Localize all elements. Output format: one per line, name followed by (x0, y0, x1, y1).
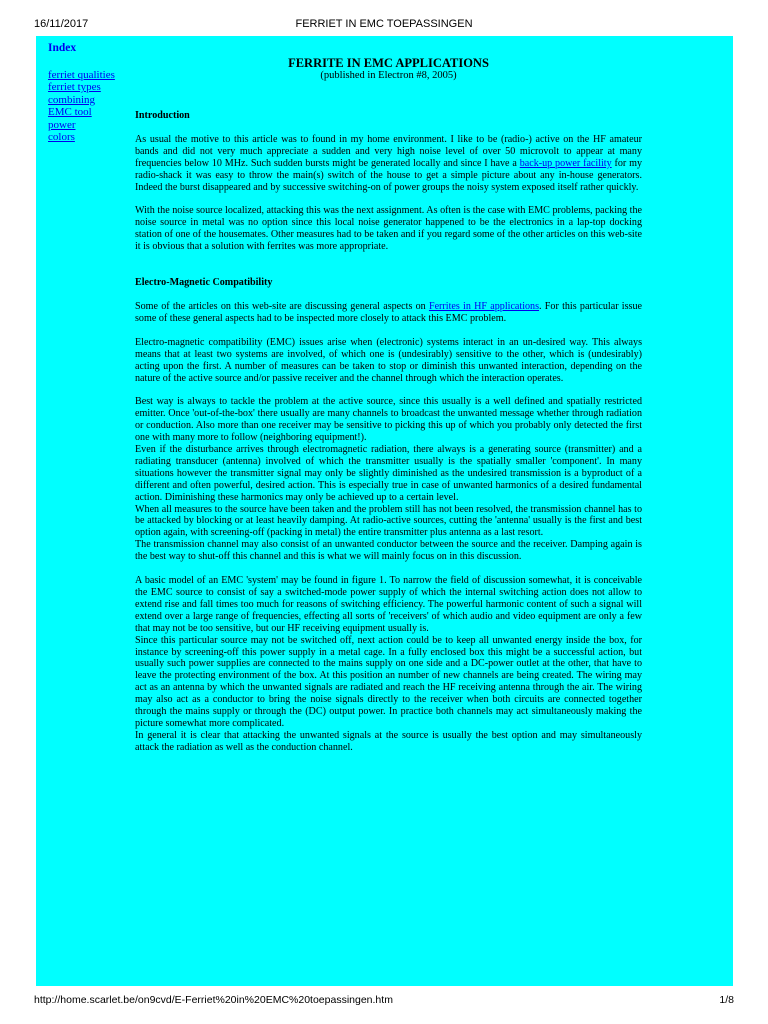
article-body (135, 56, 642, 754)
paragraph-text: for my radio-shack it was easy to throw the main(s) switch of the house to get a simple picture about any in-house generators. Indeed the burst disappeared and by successive switching-on of power groups the noisy system exposed itself rather quickly. (135, 157, 642, 193)
print-date: 16/11/2017 (34, 18, 89, 30)
print-page-number: 1/8 (719, 994, 734, 1006)
paragraph: When all measures to the source have been taken and the problem still has not been resolved, the transmission channel has to be attacked by blocking or at least heavily damping. At radio-active sources, cutting the 'antenna' usually is the first and best option again, with screening-off (packing in metal) the entire transmitter plus antenna as a last resort. (135, 503, 642, 539)
paragraph-text: As usual the motive to this article was to found in my home environment. I like to be (radio-) active on the HF amateur bands and did not very much appreciate a sudden and very high noise level of over 50 microvolt to appear at many frequencies below 10 MHz. Such sudden bursts might be generated locally and since I have a (135, 133, 642, 169)
nav-link-colors[interactable]: colors (48, 131, 75, 143)
nav-link-ferriet-types[interactable]: ferriet types (48, 81, 101, 93)
paragraph: Electro-magnetic compatibility (EMC) issues arise when (electronic) systems interact in an un-desired way. This always means that at least two systems are involved, of which one is (undesirably) sensitive to the other, which is (undesirably) acting upon the first. A number of measures can be taken to stop or diminish this unwanted interaction, depending on the nature of the active source and/or passive receiver and the channel through which the interaction operates. (135, 336, 642, 384)
nav-link-ferriet-qualities[interactable]: ferriet qualities (48, 68, 115, 81)
paragraph (135, 134, 642, 194)
paragraph: Even if the disturbance arrives through electromagnetic radiation, there always is a generating source (transmitter) and a radiating transducer (antenna) involved of which the transmitter usually is the spatially smaller 'component'. In many situations however the transmitter signal may only be slightly diminished as the undesired transmission is a byproduct of a different and often powerful, desired action. This is especially true in case of unwanted harmonics of a desired fundamental action. Diminishing these harmonics may only be achieved up to a certain level. (135, 444, 642, 503)
paragraph-text: . For this particular issue some of these general aspects had to be inspected more closely to attack this EMC problem. (135, 300, 642, 324)
section-heading-emc: Electro-Magnetic Compatibility (135, 277, 273, 289)
article-subtitle: (published in Electron #8, 2005) (320, 70, 457, 81)
print-url: http://home.scarlet.be/on9cvd/E-Ferriet%20in%20EMC%20toepassingen.htm (34, 994, 393, 1006)
backup-power-link[interactable]: back-up power facility (519, 157, 612, 169)
ferrites-hf-link[interactable]: Ferrites in HF applications (428, 300, 540, 312)
paragraph: Best way is always to tackle the problem at the active source, since this usually is a well defined and spatially restricted emitter. Once 'out-of-the-box' there usually are many channels to broadcast the unwanted message whether through radiation or conduction. Also more than one receiver may be sensitive to picking this up of which you probably only detected the first one with many more to follow (neighboring equipment!). (135, 396, 642, 444)
nav-link-power[interactable]: power (48, 118, 76, 131)
paragraph: With the noise source localized, attacking this was the next assignment. As often is the case with EMC problems, packing the noise source in metal was no option since this local noise generator happened to be the electronics in a lap-top docking station of one of the housemates. Other measures had to be taken and if you regard some of the other articles on this web-site it is obvious that a solution with ferrites was more appropriate. (135, 205, 642, 253)
paragraph: In general it is clear that attacking the unwanted signals at the source is usually the best option and may simultaneously attack the radiation as well as the conduction channel. (135, 729, 642, 753)
paragraph: A basic model of an EMC 'system' may be found in figure 1. To narrow the field of discussion somewhat, it is conceivable the EMC source to consist of say a switched-mode power supply of which the internal switching action does not allow to extend rise and fall times too much for reasons of switching efficiency. The powerful harmonic content of such a signal will extend over a large range of frequencies, effecting all sorts of 'receivers' of which audio and video equipment are only a few that may not be too sensitive, but our HF receiving equipment usually is. (135, 575, 642, 634)
index-heading: Index (48, 42, 77, 54)
article-title: FERRITE IN EMC APPLICATIONS (288, 56, 489, 70)
nav-link-emc-tool[interactable]: EMC tool (48, 106, 92, 118)
print-header (0, 0, 768, 36)
sidebar-nav (48, 42, 128, 144)
paragraph: Since this particular source may not be switched off, next action could be to keep all unwanted energy inside the box, for instance by screening-off this power supply in a metal cage. In a fully enclosed box this might be a successful action, but usually such power supplies are connected to the mains supply on one side and a DC-power outlet at the other, that have to leave the protecting environment of the box. At this position an number of new channels are being created. The wiring may act as an antenna by which the unwanted signals are radiated and reach the HF receiving antenna through the air. The wiring may also act as a conductor to bring the noise signals directly to the receiver when both circuits are connected together through the mains supply or through the (DC) output power. In practice both channels may act simultaneously making the picture somewhat more complicated. (135, 634, 642, 729)
paragraph-text: Some of the articles on this web-site are discussing general aspects on (135, 300, 429, 312)
nav-link-combining[interactable]: combining (48, 93, 96, 106)
paragraph (135, 301, 642, 325)
paragraph: The transmission channel may also consist of an unwanted conductor between the source and the receiver. Damping again is the best way to shut-off this channel and this is what we will mainly focus on in this discussion. (135, 539, 642, 563)
print-page-title: FERRIET IN EMC TOEPASSINGEN (295, 18, 473, 30)
section-heading-introduction: Introduction (135, 110, 190, 121)
page-area (36, 36, 733, 986)
